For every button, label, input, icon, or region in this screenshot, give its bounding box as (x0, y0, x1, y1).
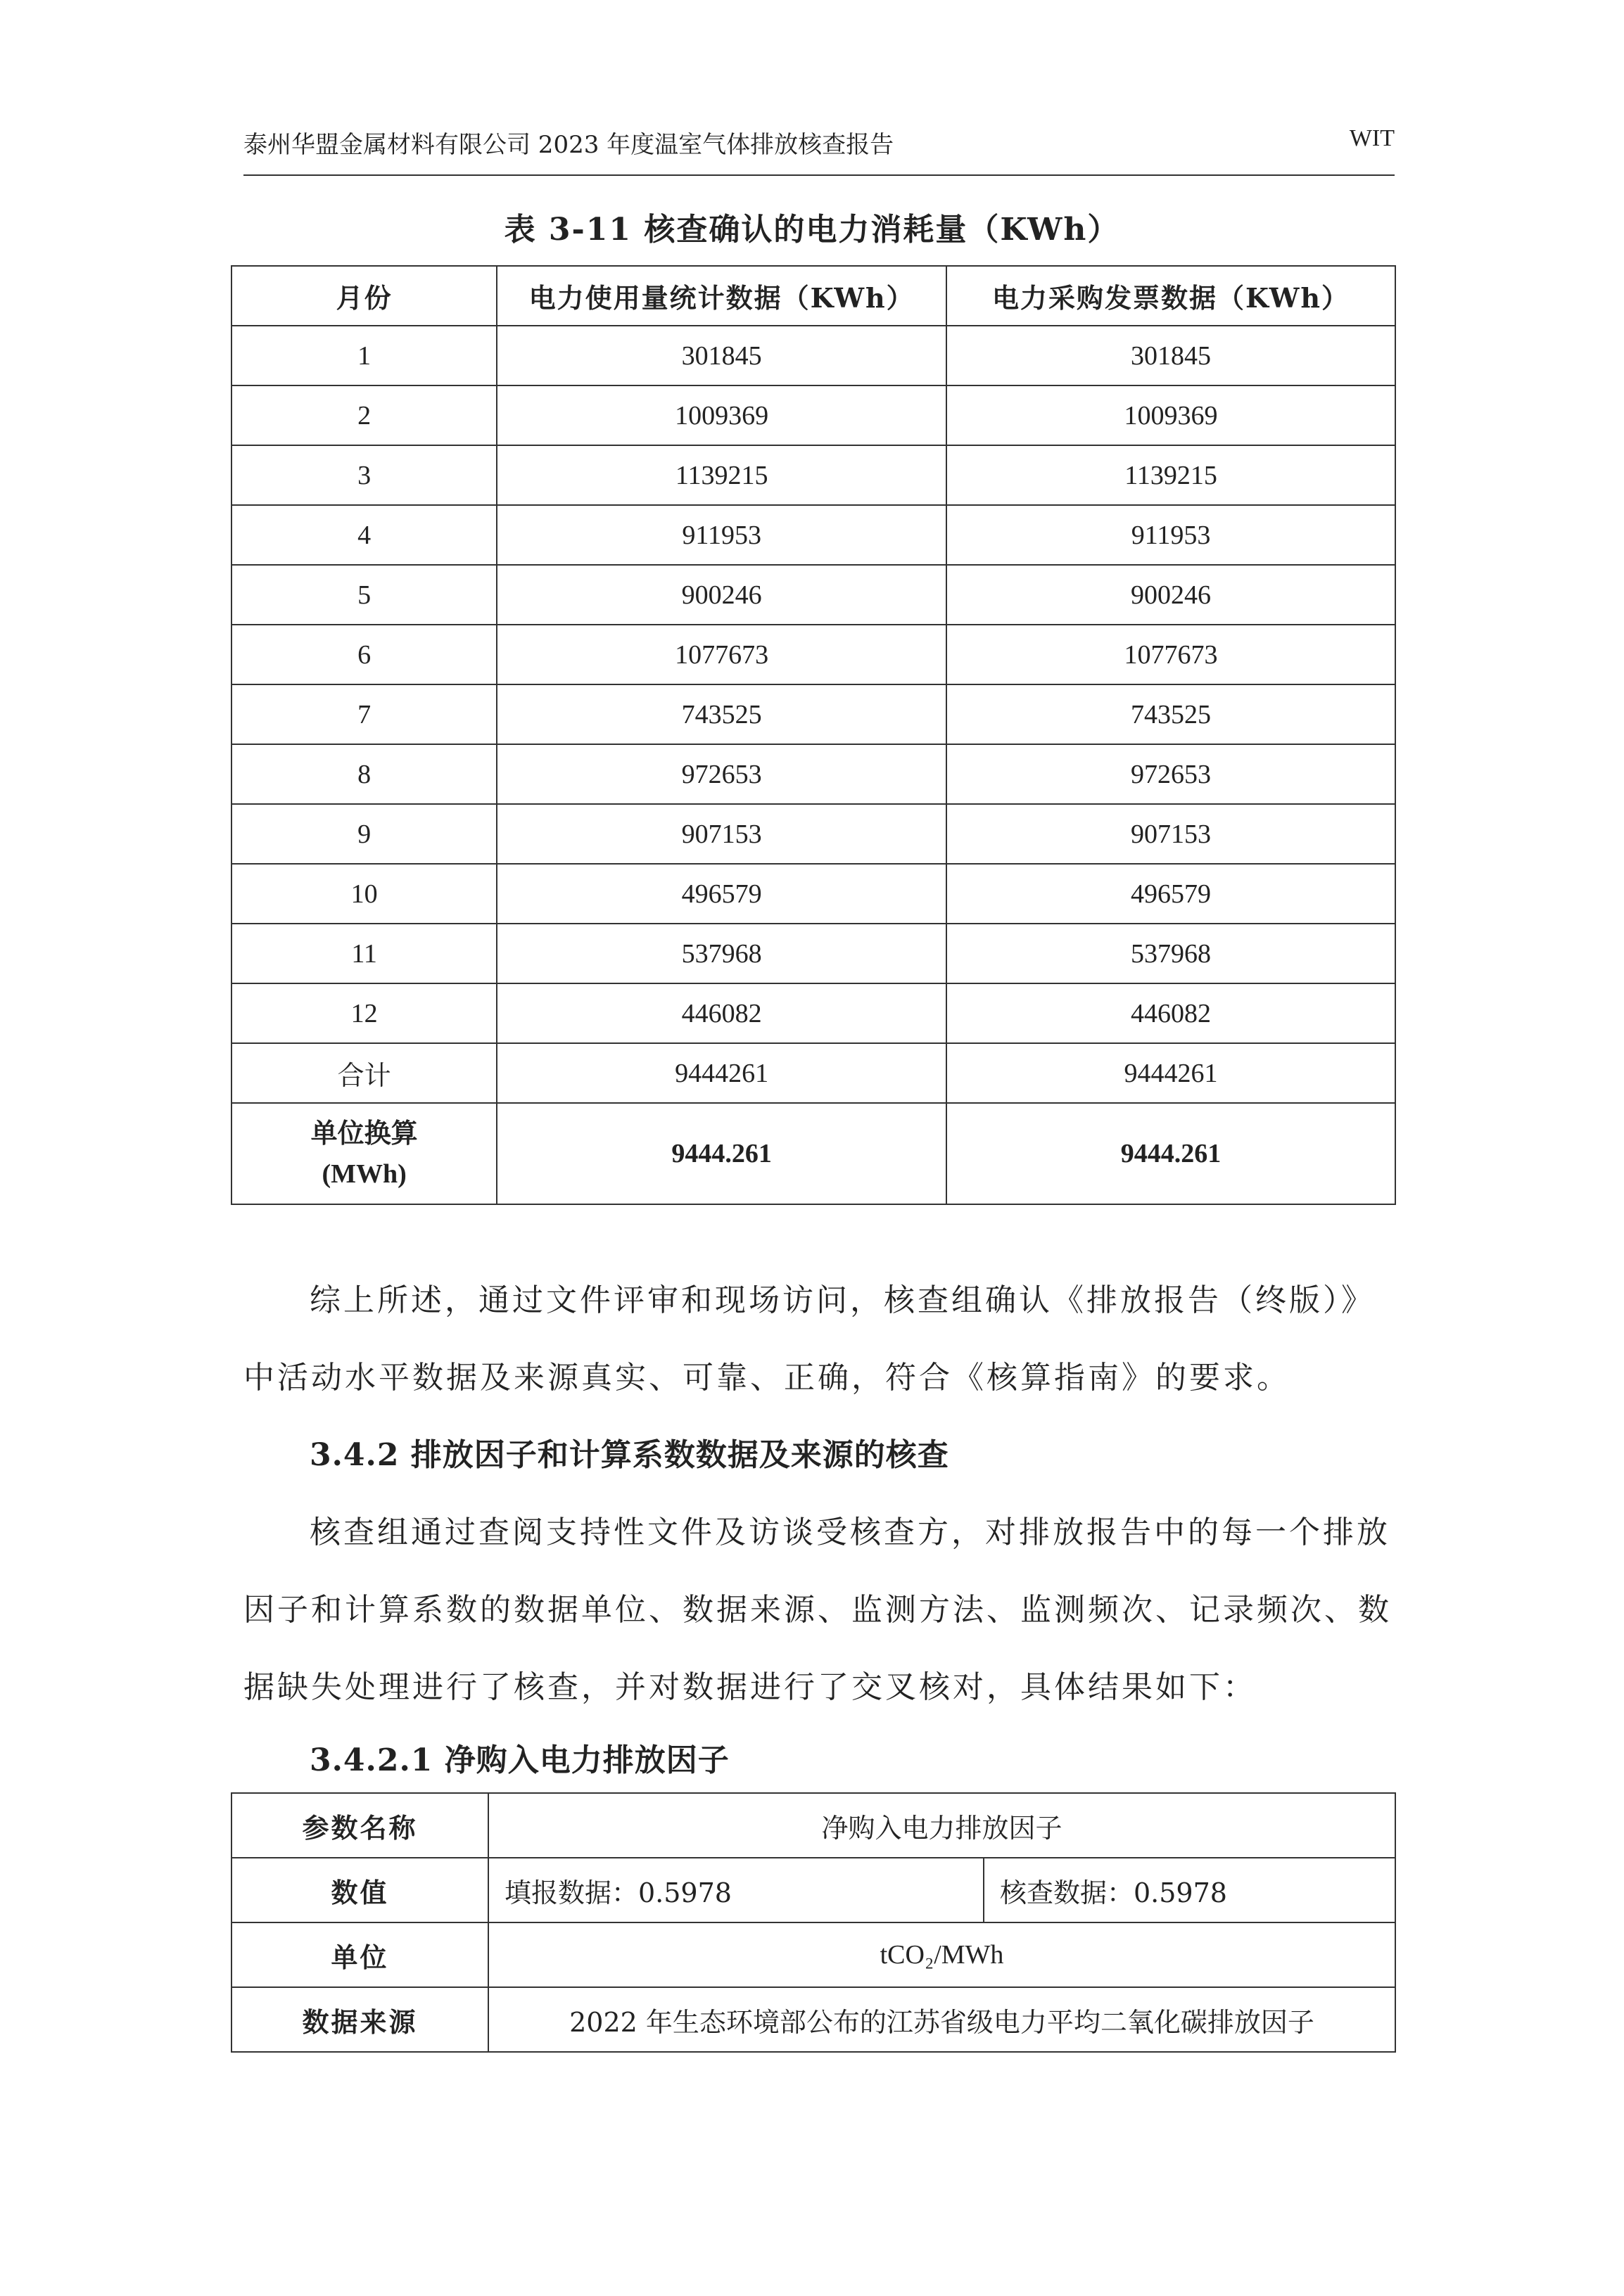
stat-cell: 1139215 (497, 445, 946, 505)
stat-cell: 911953 (497, 505, 946, 565)
month-cell: 6 (231, 625, 497, 684)
converted-label-line2: (MWh) (322, 1159, 407, 1189)
value-row (231, 1858, 1395, 1922)
stat-cell: 537968 (497, 924, 946, 983)
total-stat-cell: 9444261 (497, 1043, 946, 1103)
month-cell: 10 (231, 864, 497, 924)
invoice-cell: 907153 (946, 804, 1395, 864)
unit-value: tCO₂/MWh (488, 1922, 1395, 1987)
invoice-cell: 496579 (946, 864, 1395, 924)
table-row (231, 804, 1395, 864)
source-value: 2022 年生态环境部公布的江苏省级电力平均二氧化碳排放因子 (488, 1987, 1395, 2052)
emission-factor-table (231, 1792, 1396, 2053)
page-header (243, 125, 1395, 159)
stat-cell: 1009369 (497, 385, 946, 445)
month-cell: 8 (231, 744, 497, 804)
table-row (231, 505, 1395, 565)
section-3-4-2-heading: 3.4.2 排放因子和计算系数数据及来源的核查 (310, 1437, 949, 1473)
summary-line-2: 中活动水平数据及来源真实、可靠、正确，符合《核算指南》的要求。 (243, 1360, 1290, 1396)
value-label: 数值 (231, 1858, 488, 1922)
column-header-invoice: 电力采购发票数据（KWh） (946, 266, 1395, 326)
table-row (231, 744, 1395, 804)
table-row (231, 625, 1395, 684)
verified-value: 核查数据：0.5978 (984, 1858, 1395, 1922)
table-row (231, 684, 1395, 744)
table-row (231, 864, 1395, 924)
converted-invoice-cell: 9444.261 (946, 1103, 1395, 1204)
stat-cell: 446082 (497, 983, 946, 1043)
month-cell: 12 (231, 983, 497, 1043)
invoice-cell: 743525 (946, 684, 1395, 744)
report-title: 泰州华盟金属材料有限公司 2023 年度温室气体排放核查报告 (243, 131, 894, 159)
month-cell: 3 (231, 445, 497, 505)
converted-row (231, 1103, 1395, 1204)
table-row (231, 326, 1395, 385)
invoice-cell: 1009369 (946, 385, 1395, 445)
invoice-cell: 911953 (946, 505, 1395, 565)
invoice-cell: 1077673 (946, 625, 1395, 684)
section-3-4-2-line-2: 因子和计算系数的数据单位、数据来源、监测方法、监测频次、记录频次、数 (243, 1592, 1392, 1628)
section-3-4-2-line-3: 据缺失处理进行了核查，并对数据进行了交叉核对，具体结果如下： (243, 1669, 1257, 1705)
converted-label-line1: 单位换算 (310, 1117, 418, 1149)
unit-label: 单位 (231, 1922, 488, 1987)
total-row (231, 1043, 1395, 1103)
stat-cell: 972653 (497, 744, 946, 804)
converted-stat-cell: 9444.261 (497, 1103, 946, 1204)
invoice-cell: 446082 (946, 983, 1395, 1043)
stat-cell: 907153 (497, 804, 946, 864)
stat-cell: 301845 (497, 326, 946, 385)
section-3-4-2-line-1: 核查组通过查阅支持性文件及访谈受核查方，对排放报告中的每一个排放 (310, 1514, 1390, 1550)
param-name-row (231, 1793, 1395, 1858)
param-name-label: 参数名称 (231, 1793, 488, 1858)
table-row (231, 565, 1395, 625)
month-cell: 5 (231, 565, 497, 625)
month-cell: 4 (231, 505, 497, 565)
table-row (231, 385, 1395, 445)
power-consumption-table (231, 265, 1396, 1205)
converted-label (231, 1103, 497, 1204)
stat-cell: 496579 (497, 864, 946, 924)
invoice-cell: 1139215 (946, 445, 1395, 505)
table-3-11-title: 表 3-11 核查确认的电力消耗量（KWh） (504, 212, 1120, 248)
month-cell: 1 (231, 326, 497, 385)
month-cell: 7 (231, 684, 497, 744)
month-cell: 2 (231, 385, 497, 445)
invoice-cell: 900246 (946, 565, 1395, 625)
stat-cell: 900246 (497, 565, 946, 625)
stat-cell: 1077673 (497, 625, 946, 684)
invoice-cell: 537968 (946, 924, 1395, 983)
total-invoice-cell: 9444261 (946, 1043, 1395, 1103)
source-row (231, 1987, 1395, 2052)
reported-value: 填报数据：0.5978 (488, 1858, 984, 1922)
summary-line-1: 综上所述，通过文件评审和现场访问，核查组确认《排放报告（终版）》 (310, 1282, 1375, 1318)
stat-cell: 743525 (497, 684, 946, 744)
table-row (231, 983, 1395, 1043)
column-header-month: 月份 (231, 266, 497, 326)
invoice-cell: 972653 (946, 744, 1395, 804)
month-cell: 11 (231, 924, 497, 983)
org-mark: WIT (1349, 125, 1395, 151)
table-row (231, 924, 1395, 983)
month-cell: 9 (231, 804, 497, 864)
table-header-row (231, 266, 1395, 326)
unit-row (231, 1922, 1395, 1987)
total-label: 合计 (231, 1043, 497, 1103)
source-label: 数据来源 (231, 1987, 488, 2052)
param-name-value: 净购入电力排放因子 (488, 1793, 1395, 1858)
header-rule (243, 174, 1395, 176)
column-header-stat: 电力使用量统计数据（KWh） (497, 266, 946, 326)
table-row (231, 445, 1395, 505)
invoice-cell: 301845 (946, 326, 1395, 385)
section-3-4-2-1-heading: 3.4.2.1 净购入电力排放因子 (310, 1742, 730, 1778)
